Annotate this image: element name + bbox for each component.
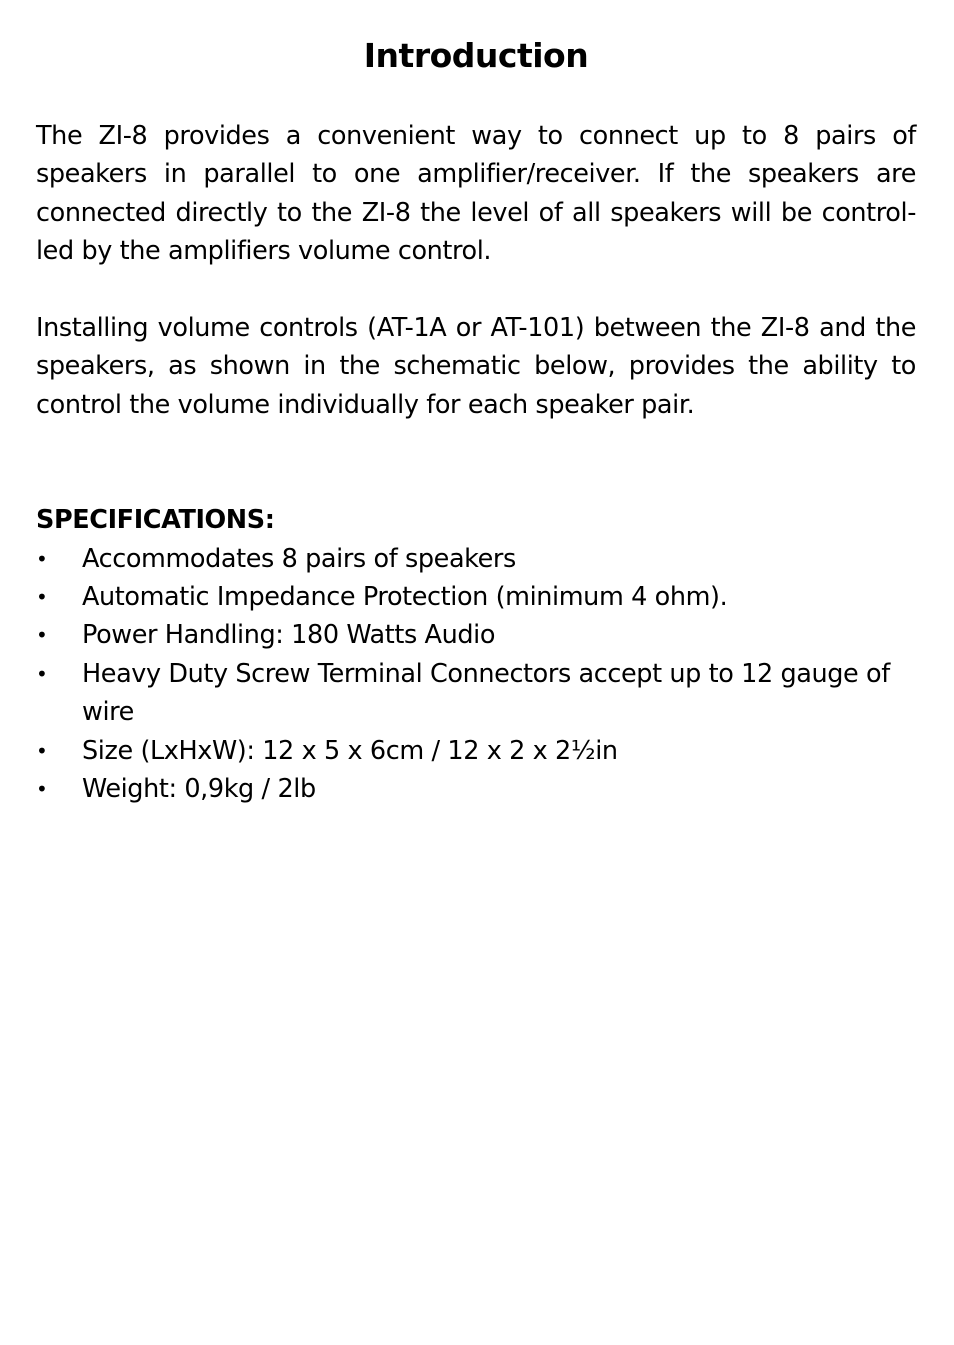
bullet-icon: • [36, 738, 48, 763]
spec-item [36, 578, 916, 616]
spec-item-text: Weight: 0,9kg / 2lb [82, 774, 316, 805]
bullet-icon: • [36, 546, 48, 571]
bullet-icon: • [36, 585, 48, 610]
specifications-heading: SPECIFICATIONS: [36, 505, 275, 536]
intro-paragraph-1: The ZI-8 provides a convenient way to connect up to 8 pairs of speakers in parallel to one amplifier/receiver. If the speakers are connected directly to the ZI-8 the level of all speakers will be control-led by the amplifiers volume control. [36, 121, 916, 267]
spec-item [36, 770, 916, 808]
page-title: Introduction [363, 36, 589, 75]
spec-item-text: Size (LxHxW): 12 x 5 x 6cm / 12 x 2 x 2½in [82, 735, 618, 766]
spec-item-text: Power Handling: 180 Watts Audio [82, 620, 496, 651]
bullet-icon: • [36, 777, 48, 802]
bullet-icon: • [36, 623, 48, 648]
spec-item-text: Automatic Impedance Protection (minimum 4 ohm). [82, 582, 728, 613]
spec-item-text: Accommodates 8 pairs of speakers [82, 543, 516, 574]
spec-item [36, 540, 916, 578]
bullet-icon: • [36, 661, 48, 686]
intro-paragraph-2: Installing volume controls (AT-1A or AT-101) between the ZI-8 and the speakers, as shown in the schematic below, provides the ability to control the volume individually for each speaker pair. [36, 313, 916, 420]
spec-item [36, 616, 916, 654]
document-page [36, 0, 916, 808]
specifications-list [36, 540, 916, 809]
spec-item-text: Heavy Duty Screw Terminal Connectors accept up to 12 gauge of wire [82, 658, 890, 728]
spec-item [36, 732, 916, 770]
spec-item [36, 655, 916, 732]
